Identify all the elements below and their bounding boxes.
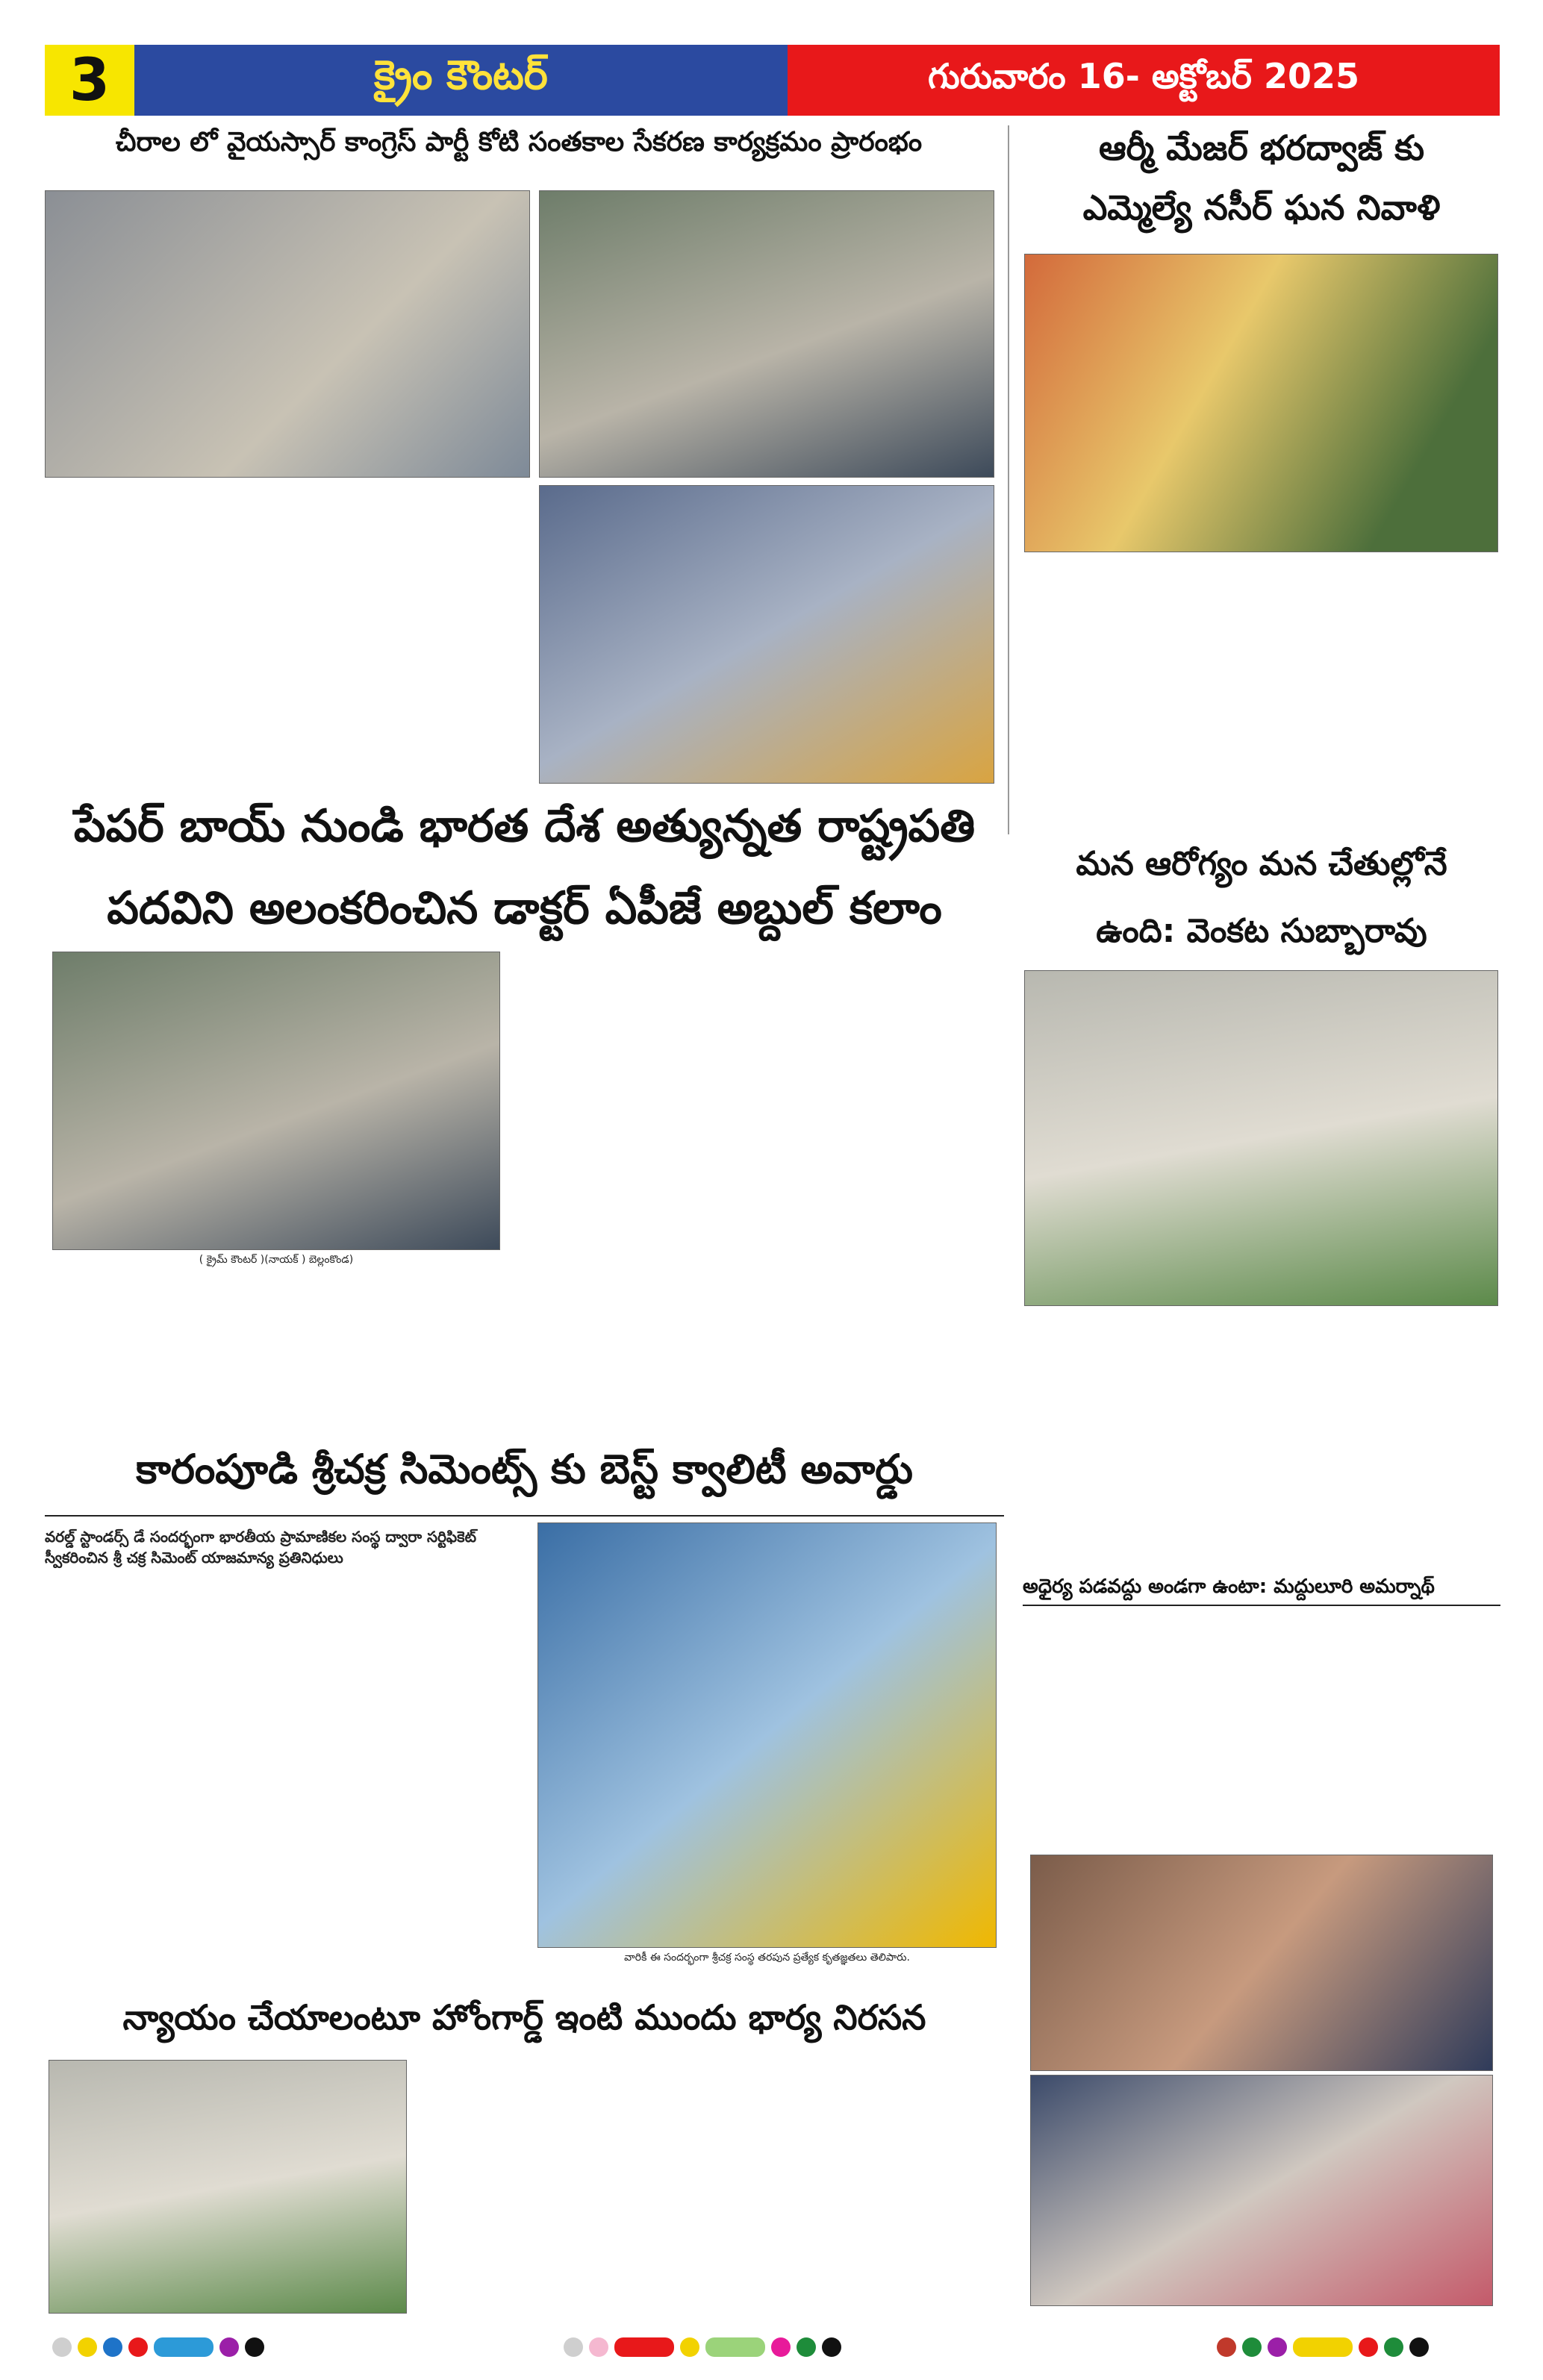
footer-color-swatch bbox=[219, 2337, 239, 2357]
footer-color-swatch bbox=[822, 2337, 841, 2357]
footer-color-swatch bbox=[1359, 2337, 1378, 2357]
homeguard-body bbox=[422, 2064, 1000, 2310]
homeguard-headline: న్యాయం చేయాలంటూ హోంగార్డ్ ఇంటి ముందు భార్య నిరసన bbox=[122, 1997, 926, 2037]
health-body bbox=[1024, 1314, 1498, 1560]
homeguard-photo bbox=[49, 2060, 407, 2314]
footer-color-swatch bbox=[154, 2337, 213, 2357]
footer-color-swatch bbox=[680, 2337, 699, 2357]
footer-color-swatch bbox=[614, 2337, 674, 2357]
footer-color-swatch bbox=[1384, 2337, 1403, 2357]
amarnath-photo-top bbox=[1030, 1855, 1493, 2071]
kalam-headline-line2: పదవిని అలంకరించిన డాక్టర్ ఏపీజే అబ్దుల్ కలాం bbox=[107, 882, 942, 934]
footer-color-strip-left bbox=[52, 2337, 264, 2357]
footer-color-swatch bbox=[589, 2337, 608, 2357]
chirala-headline: చీరాల లో వైయస్సార్ కాంగ్రెస్ పార్టీ కోటి సంతకాల సేకరణ కార్యక్రమం ప్రారంభం bbox=[115, 127, 923, 157]
amarnath-photo-bottom bbox=[1030, 2075, 1493, 2306]
footer-color-strip-right bbox=[1217, 2337, 1429, 2357]
publication-name: క్రైం కౌంటర్ bbox=[134, 45, 788, 116]
page-number: 3 bbox=[45, 45, 134, 116]
footer-color-swatch bbox=[564, 2337, 583, 2357]
army-major-photo bbox=[1024, 254, 1498, 552]
chirala-body bbox=[45, 485, 530, 791]
footer-color-strip-middle bbox=[564, 2337, 841, 2357]
kalam-photo bbox=[52, 952, 500, 1250]
footer-color-swatch bbox=[1409, 2337, 1429, 2357]
footer-color-swatch bbox=[797, 2337, 816, 2357]
footer-color-swatch bbox=[1242, 2337, 1262, 2357]
footer-color-swatch bbox=[103, 2337, 122, 2357]
footer-color-swatch bbox=[1268, 2337, 1287, 2357]
cement-subhead: వరల్డ్ స్టాండర్స్ డే సందర్భంగా భారతీయ ప్రామాణికల సంస్థ ద్వారా సర్టిఫికెట్ స్వీకరించిన శ్రీ చక్ర సిమెంట్ యాజమాన్య ప్రతినిధులు bbox=[45, 1528, 477, 1567]
chirala-photo-poster bbox=[539, 190, 994, 478]
footer-color-swatch bbox=[245, 2337, 264, 2357]
footer-color-swatch bbox=[1293, 2337, 1353, 2357]
cement-body bbox=[45, 1597, 523, 1985]
cement-headline: కారంపూడి శ్రీచక్ర సిమెంట్స్ కు బెస్ట్ క్వాలిటీ అవార్డు bbox=[136, 1446, 913, 1493]
issue-date: గురువారం 16- అక్టోబర్ 2025 bbox=[788, 45, 1500, 116]
health-photo bbox=[1024, 970, 1498, 1306]
amarnath-body bbox=[1024, 1612, 1498, 1843]
footer-color-swatch bbox=[78, 2337, 97, 2357]
chirala-photo-group bbox=[539, 485, 994, 784]
footer-color-swatch bbox=[128, 2337, 148, 2357]
health-headline-line1: మన ఆరోగ్యం మన చేతుల్లోనే bbox=[1076, 845, 1447, 883]
cement-award-photo bbox=[537, 1522, 997, 1948]
chirala-photo-signing bbox=[45, 190, 530, 478]
footer-color-swatch bbox=[771, 2337, 791, 2357]
army-major-headline-line2: ఎమ్మెల్యే నసీర్ ఘన నివాళి bbox=[1082, 187, 1441, 228]
kalam-body-left bbox=[52, 1272, 500, 1425]
health-headline-line2: ఉంది: వెంకట సుబ్బారావు bbox=[1096, 912, 1427, 950]
footer-color-swatch bbox=[1217, 2337, 1236, 2357]
army-major-headline-line1: ఆర్మీ మేజర్ భరద్వాజ్ కు bbox=[1098, 128, 1425, 168]
footer-color-swatch bbox=[52, 2337, 72, 2357]
kalam-headline-line1: పేపర్ బాయ్ నుండి భారత దేశ అత్యున్నత రాష్ట్రపతి bbox=[73, 800, 976, 852]
amarnath-headline: అధైర్య పడవద్దు అండగా ఉంటా: మద్దులూరి అమర్నాథ్ bbox=[1023, 1575, 1435, 1598]
footer-color-swatch bbox=[705, 2337, 765, 2357]
cement-photo-caption: వారికీ ఈ సందర్భంగా శ్రీచక్ర సంస్థ తరపున ప్రత్యేక కృతజ్ఞతలు తెలిపారు. bbox=[624, 1952, 910, 1964]
army-major-body bbox=[1024, 563, 1498, 832]
kalam-photo-caption: ( క్రైమ్ కౌంటర్ )(నాయక్ ) బెల్లంకొండ) bbox=[199, 1254, 354, 1266]
kalam-body-right bbox=[523, 959, 1000, 1425]
